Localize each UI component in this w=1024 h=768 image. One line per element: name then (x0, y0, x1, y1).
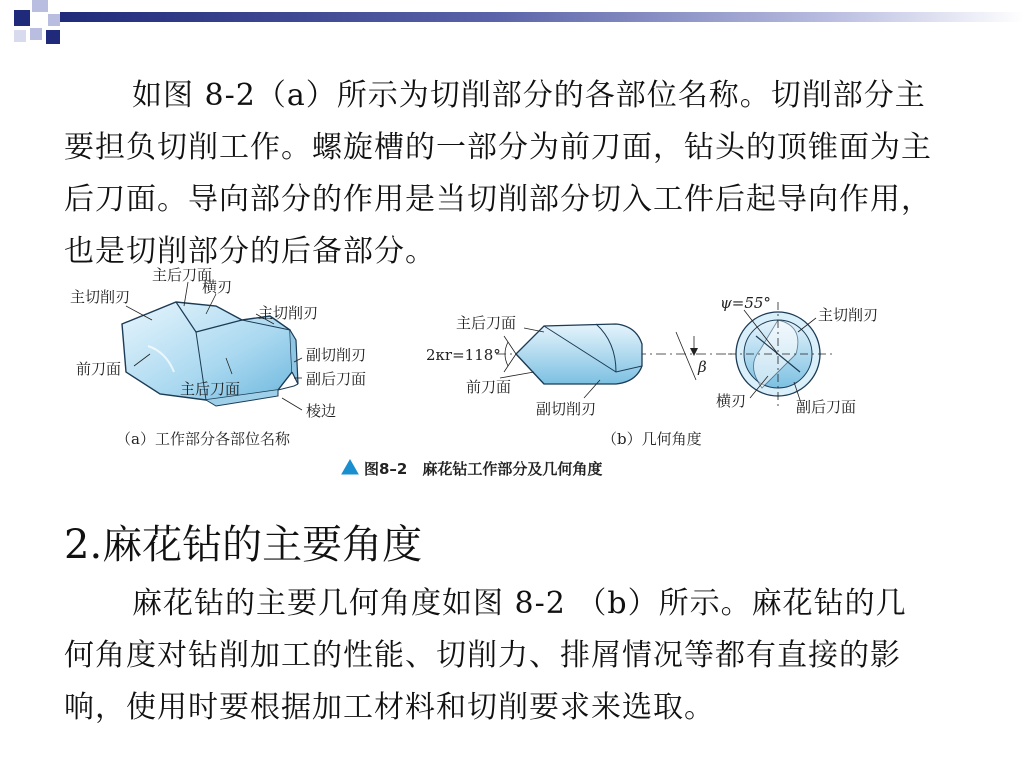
caption-b: （b）几何角度 (602, 430, 702, 448)
label-main-cutting-edge-right: 主切削刃 (258, 304, 319, 322)
label-margin: 棱边 (306, 402, 337, 420)
decor-square (30, 28, 42, 40)
decor-square (32, 0, 48, 12)
label-point-angle: 2κr=118° (426, 346, 501, 364)
section-title: 2.麻花钻的主要角度 (64, 522, 423, 568)
drill-side-view-diagram (496, 324, 732, 398)
intro-paragraph (64, 70, 934, 278)
label-b-secondary-flank: 副后刀面 (796, 398, 857, 416)
label-psi: ψ=55° (720, 294, 771, 312)
label-b-secondary-cutting-edge: 副切削刃 (536, 400, 597, 418)
label-secondary-cutting-edge: 副切削刃 (306, 346, 367, 364)
paragraph-text: 如图 8-2（a）所示为切削部分的各部位名称。切削部分主要担负切削工作。螺旋槽的一部分为前刀面，钻头的顶锥面为主后刀面。导向部分的作用是当切削部分切入工件后起导向作用，也是切削部分的后备部分。 (64, 78, 932, 269)
label-secondary-flank: 副后刀面 (306, 370, 367, 388)
drill-figure (56, 262, 936, 484)
paragraph-text: 麻花钻的主要几何角度如图 8-2 （b）所示。麻花钻的几何角度对钻削加工的性能、切削力、排屑情况等都有直接的影响，使用时要根据加工材料和切削要求来选取。 (64, 586, 907, 725)
angles-paragraph (64, 578, 934, 734)
decor-square (46, 30, 60, 44)
decor-square (48, 14, 60, 26)
label-chisel-edge: 横刃 (202, 278, 233, 296)
label-b-main-cutting-edge: 主切削刃 (818, 306, 879, 324)
caption-triangle-icon (342, 460, 358, 474)
label-main-cutting-edge-left: 主切削刃 (70, 288, 131, 306)
title-bar (60, 12, 1024, 22)
label-b-rake-face: 前刀面 (466, 378, 512, 396)
decor-square (14, 10, 30, 26)
label-main-flank: 主后刀面 (152, 266, 213, 284)
label-rake-face: 前刀面 (76, 360, 122, 378)
figure-caption: 图8–2 麻花钻工作部分及几何角度 (364, 460, 603, 478)
label-beta: β (698, 358, 707, 376)
decor-square (14, 30, 26, 42)
caption-a: （a）工作部分各部位名称 (116, 430, 290, 448)
label-main-flank-lower: 主后刀面 (180, 380, 241, 398)
label-b-main-flank: 主后刀面 (456, 314, 517, 332)
label-b-chisel-edge: 横刃 (716, 392, 747, 410)
